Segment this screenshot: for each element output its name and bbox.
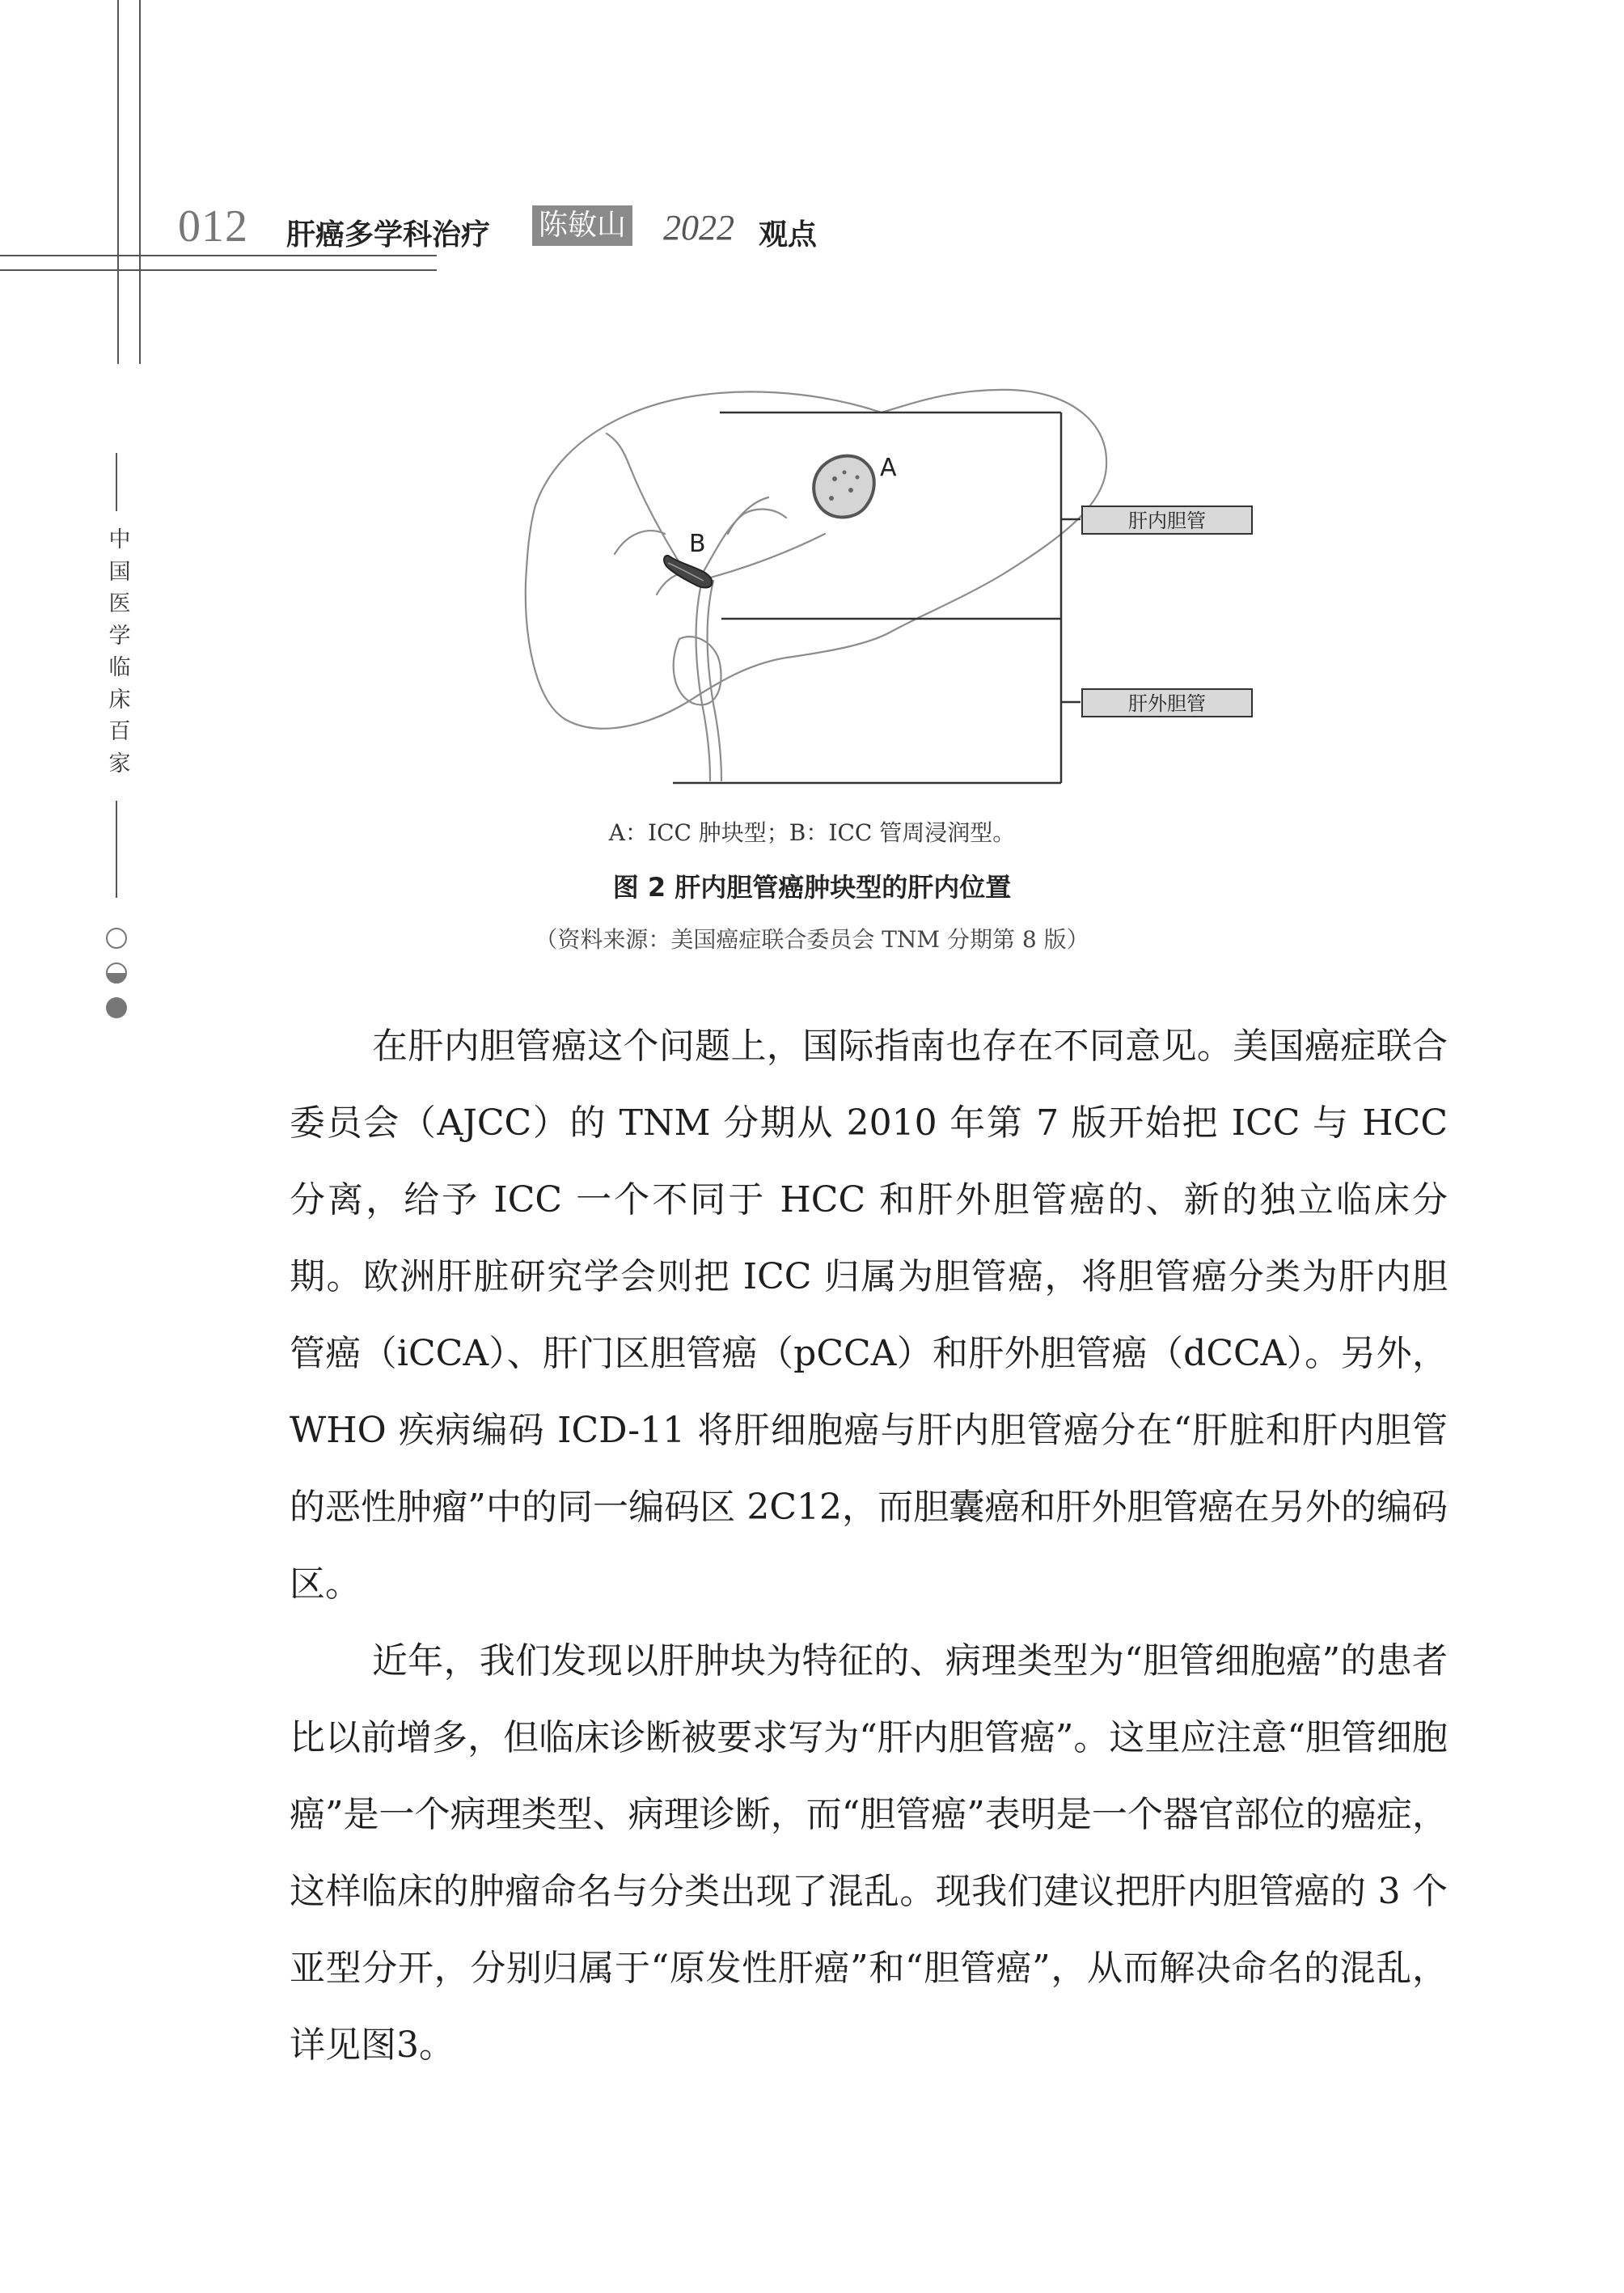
margin-rule-vertical-2 bbox=[139, 0, 141, 364]
series-char: 家 bbox=[108, 751, 131, 776]
liver-outline bbox=[526, 390, 1106, 729]
extrahepatic-label: 肝外胆管 bbox=[1128, 692, 1206, 715]
series-vertical-title bbox=[104, 524, 136, 780]
tumor-b-periductal bbox=[664, 556, 712, 588]
intrahepatic-label: 肝内胆管 bbox=[1128, 510, 1206, 532]
page-number: 012 bbox=[178, 201, 248, 252]
book-title: 肝癌多学科治疗 bbox=[286, 218, 491, 252]
series-char: 学 bbox=[108, 623, 131, 649]
margin-rule-vertical-1 bbox=[117, 0, 119, 364]
label-a: A bbox=[880, 454, 897, 482]
figure-source: （资料来源：美国癌症联合委员会 TNM 分期第 8 版） bbox=[535, 926, 1089, 953]
body-text bbox=[290, 1008, 1448, 2084]
series-char: 国 bbox=[108, 559, 131, 585]
viewpoint-label: 观点 bbox=[759, 218, 818, 252]
series-char: 中 bbox=[108, 527, 131, 552]
circle-half-icon bbox=[106, 962, 127, 984]
series-char: 临 bbox=[108, 655, 131, 680]
liver-diagram bbox=[485, 372, 1262, 793]
margin-rule-horizontal-1 bbox=[0, 255, 437, 256]
circle-full-icon bbox=[106, 997, 127, 1018]
series-char: 医 bbox=[108, 591, 131, 616]
series-char: 床 bbox=[108, 687, 131, 713]
author-badge: 陈敏山 bbox=[532, 205, 632, 246]
margin-rule-horizontal-2 bbox=[0, 269, 437, 271]
paragraph: 在肝内胆管癌这个问题上，国际指南也存在不同意见。美国癌症联合委员会（AJCC）的 TNM 分期从 2010 年第 7 版开始把 ICC 与 HCC 分离，给予 ICC 一个不同于 HCC 和肝外胆管癌的、新的独立临床分期。欧洲肝脏研究学会则把 ICC 归属为胆管癌，将胆管癌分类为肝内胆管癌（iCCA）、肝门区胆管癌（pCCA）和肝外胆管癌（dCCA）。另外，WHO 疾病编码 ICD-11 将肝细胞癌与肝内胆管癌分在“肝脏和肝内胆管的恶性肿瘤”中的同一编码区 2C12，而胆囊癌和肝外胆管癌在另外的编码区。 bbox=[290, 1026, 1448, 1605]
series-char: 百 bbox=[108, 719, 131, 744]
label-b: B bbox=[689, 530, 706, 558]
figure-subcaption: A：ICC 肿块型；B：ICC 管周浸润型。 bbox=[608, 819, 1016, 846]
paragraph: 近年，我们发现以肝肿块为特征的、病理类型为“胆管细胞癌”的患者比以前增多，但临床诊断被要求写为“肝内胆管癌”。这里应注意“胆管细胞癌”是一个病理类型、病理诊断，而“胆管癌”表明是一个器官部位的癌症，这样临床的肿瘤命名与分类出现了混乱。现我们建议把肝内胆管癌的 3 个亚型分开，分别归属于“原发性肝癌”和“胆管癌”，从而解决命名的混乱，详见图3。 bbox=[290, 1640, 1448, 2066]
edition-year: 2022 bbox=[663, 208, 734, 247]
figure-title: 图 2 肝内胆管癌肿块型的肝内位置 bbox=[612, 872, 1012, 903]
tumor-a-mass bbox=[814, 456, 874, 518]
side-rule-upper bbox=[116, 453, 117, 511]
